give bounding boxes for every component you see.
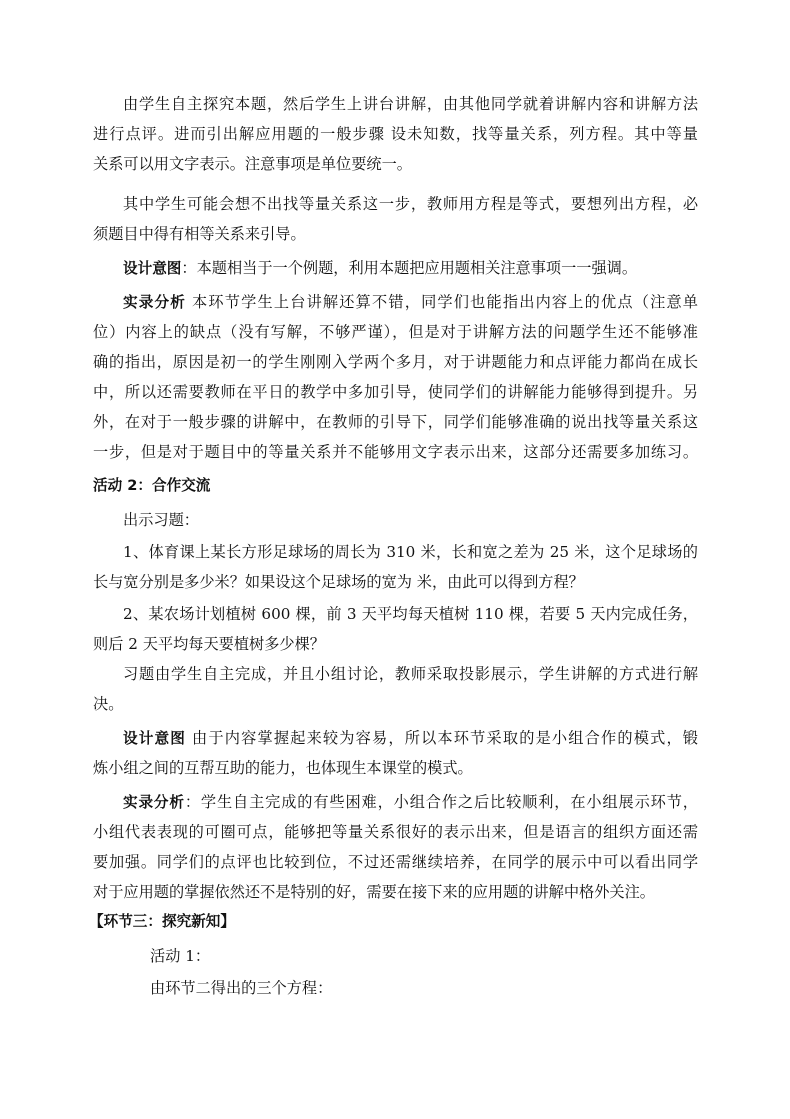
paragraph-line: 位）内容上的缺点（没有写解，不够严谨），但是对于讲解方法的问题学生还不能够准 [93, 323, 698, 341]
exercise-line: 2、某农场计划植树 600 棵，前 3 天平均每天植树 110 棵，若要 5 天内完成任务， [123, 605, 698, 623]
paragraph-line: 确的指出，原因是初一的学生刚刚入学两个多月，对于讲题能力和点评能力都尚在成长 [93, 353, 698, 371]
paragraph-line: 习题由学生自主完成，并且小组讨论，教师采取投影展示，学生讲解的方式进行解 [123, 665, 698, 683]
paragraph-line: 其中学生可能会想不出找等量关系这一步，教师用方程是等式，要想列出方程，必 [123, 195, 698, 213]
paragraph-line: 活动 1： [150, 947, 211, 965]
section-heading: 【环节三：探究新知】 [89, 913, 235, 930]
paragraph-text: ：本题相当于一个例题，利用本题把应用题相关注意事项一一强调。 [181, 259, 638, 277]
design-intent-label: 设计意图 [123, 260, 182, 277]
paragraph-line: 中，所以还需要教师在平日的教学中多加引导，使同学们的讲解能力能够得到提升。另 [93, 383, 698, 401]
paragraph-line: 对于应用题的掌握依然还不是特别的好，需要在接下来的应用题的讲解中格外关注。 [93, 883, 655, 901]
paragraph-line [123, 292, 698, 313]
paragraph-line [123, 792, 698, 813]
exercise-line: 则后 2 天平均每天要植树多少棵？ [93, 635, 325, 653]
paragraph-line: 决。 [93, 695, 124, 713]
paragraph-line [123, 728, 698, 749]
paragraph-text: 本环节学生上台讲解还算不错，同学们也能指出内容上的优点（注意单 [186, 293, 698, 311]
record-analysis-label: 实录分析 [123, 294, 187, 311]
paragraph-line: 关系可以用文字表示。注意事项是单位要统一。 [93, 155, 412, 173]
record-analysis-label: 实录分析 [123, 794, 185, 811]
paragraph-line: 出示习题： [123, 511, 199, 529]
exercise-line: 长与宽分别是多少米？如果设这个足球场的宽为 米，由此可以得到方程？ [93, 573, 584, 591]
exercise-line: 1、体育课上某长方形足球场的周长为 310 米，长和宽之差为 25 米，这个足球场的 [123, 543, 698, 561]
paragraph-line: 由学生自主探究本题，然后学生上讲台讲解，由其他同学就着讲解内容和讲解方法 [123, 95, 698, 113]
paragraph-line: 外，在对于一般步骤的讲解中，在教师的引导下，同学们能够准确的说出找等量关系这 [93, 413, 698, 431]
paragraph-line: 须题目中得有相等关系来引导。 [93, 225, 306, 243]
paragraph-text: 由于内容掌握起来较为容易，所以本环节采取的是小组合作的模式，锻 [186, 729, 698, 747]
paragraph-line: 要加强。同学们的点评也比较到位，不过还需继续培养，在同学的展示中可以看出同学 [93, 853, 698, 871]
design-intent-label: 设计意图 [123, 730, 187, 747]
paragraph-line [123, 258, 637, 279]
paragraph-line: 进行点评。进而引出解应用题的一般步骤 设未知数，找等量关系，列方程。其中等量 [93, 125, 698, 143]
paragraph-line: 炼小组之间的互帮互助的能力，也体现生本课堂的模式。 [93, 759, 473, 777]
paragraph-text: ：学生自主完成的有些困难，小组合作之后比较顺利，在小组展示环节， [184, 793, 698, 811]
paragraph-line: 由环节二得出的三个方程： [150, 979, 333, 997]
activity-heading: 活动 2：合作交流 [93, 477, 211, 494]
paragraph-line: 小组代表表现的可圈可点，能够把等量关系很好的表示出来，但是语言的组织方面还需 [93, 823, 698, 841]
paragraph-line: 一步，但是对于题目中的等量关系并不能够用文字表示出来，这部分还需要多加练习。 [93, 443, 698, 461]
